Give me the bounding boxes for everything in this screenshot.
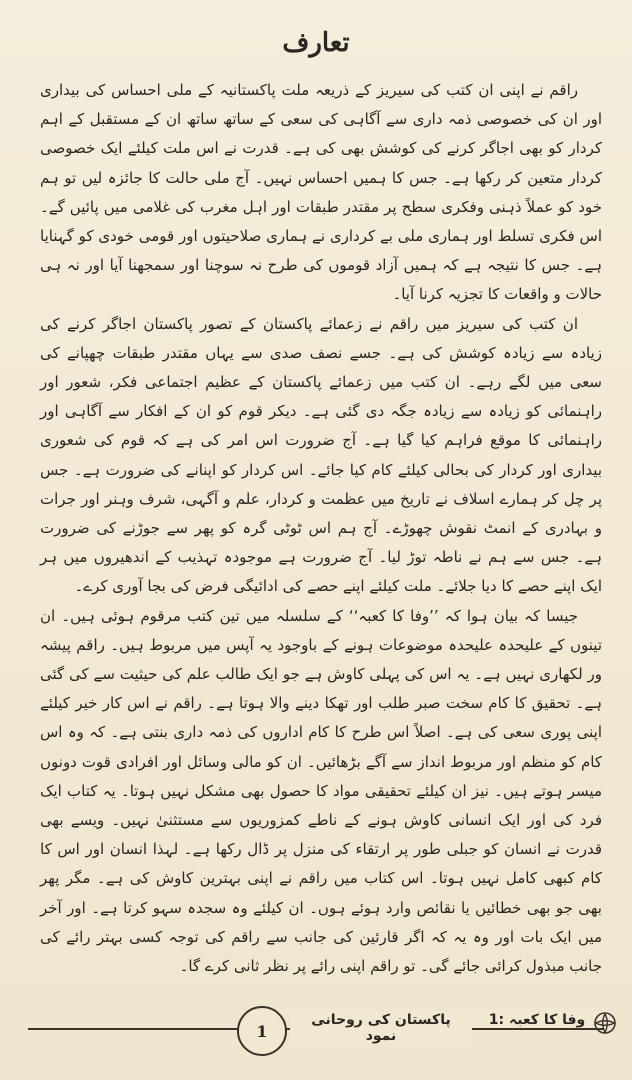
running-title: پاکستان کی روحانی نمود — [290, 1012, 472, 1044]
page-number-badge — [237, 1006, 287, 1056]
paragraph-books: جیسا کہ بیان ہوا کہ ’’وفا کا کعبہ‘‘ کے سلسلہ میں تین کتب مرقوم ہوئی ہیں۔ ان تینوں کے علیحدہ علیحدہ موضوعات ہونے کے باوجود یہ آپس میں مربوط ہیں۔ راقم پیشہ ور لکھاری نہیں ہے۔ یہ اس کی پہلی کاوش ہے جو ایک طالب علم کی حیثیت سے کی گئی ہے۔ تحقیق کا کام سخت صبر طلب اور تھکا دینے والا ہوتا ہے۔ راقم نے اس کار خیر کیلئے اپنی پوری سعی کی ہے۔ اصلاً اس طرح کا کام اداروں کی ذمہ داری بنتی ہے۔ کہ وہ اس کام کو منظم اور مربوط انداز سے آگے بڑھائیں۔ ان کو مالی وسائل اور افرادی قوت دونوں میسر ہوتے ہیں۔ نیز ان کیلئے تحقیقی مواد کا حصول بھی مشکل نہیں ہوتا۔ یہ کتاب ایک فرد کی اور ایک انسانی کاوش ہونے کے ناطے کمزوریوں سے مستثنیٰ نہیں۔ ویسے بھی قدرت نے انسان کو جبلی طور پر ارتقاء کی منزل پر ڈال رکھا ہے۔ لہذا انسان اور اس کا کام کبھی کامل نہیں ہوتا۔ اس کتاب میں راقم نے اپنی بہترین کاوش کی ہے۔ مگر پھر بھی جو بھی خطائیں یا نقائص وارد ہوئے ہوں۔ ان کیلئے وہ سجدہ سہو کرتا ہے۔ اور آخر میں ایک بات اور وہ یہ کہ اگر قارئین کی جانب سے راقم کی توجہ کسی بہتر رائے کی جانب مبذول کرائی جائے گی۔ تو راقم اپنی رائے پر نظر ثانی کرے گا۔ — [40, 606, 602, 976]
series-title: وفا کا کعبہ :1 — [470, 1012, 604, 1028]
paragraph-series: ان کتب کی سیریز میں راقم نے زعمائے پاکستان کے تصور پاکستان اجاگر کرنے کی زیادہ سے زیادہ کوشش کی ہے۔ جسے نصف صدی سے یہاں مقتدر طبقات چھپانے کی سعی میں لگے رہے۔ ان کتب میں زعمائے پاکستان کے عظیم اجتماعی فکر، شعور اور راہنمائی کو زیادہ سے زیادہ جگہ دی گئی ہے۔ دیکر قوم کو ان کے افکار سے آگاہی اور راہنمائی کا موقع فراہم کیا گیا ہے۔ آج ضرورت اس امر کی ہے کہ قوم کی شعوری بیداری اور کردار کی بحالی کیلئے کام کیا جائے۔ اس کردار کو اپنانے کی ضرورت ہے۔ جس پر چل کر ہمارے اسلاف نے تاریخ میں عظمت و کردار، علم و آگہی، شرف وہنر اور جرات و بہادری کے انمٹ نقوش چھوڑے۔ آج ہم اس ٹوٹی گرہ کو پھر سے جوڑنے کی ضرورت ہے۔ جس سے ہم نے ناطہ توڑ لیا۔ آج ضرورت ہے موجودہ تہذیب کے اندھیروں میں ہر ایک اپنے حصے کا دیا جلائے۔ ملت کیلئے اپنے حصے کی ادائیگی فرض کی بجا آوری کرے۔ — [40, 314, 602, 596]
page-number: 1 — [256, 1021, 268, 1041]
body-text — [40, 76, 602, 981]
page-title: تعارف — [282, 28, 350, 58]
page-footer — [0, 1000, 632, 1060]
floral-ornament-icon — [592, 1010, 618, 1036]
paragraph-intro: راقم نے اپنی ان کتب کی سیریز کے ذریعہ ملت پاکستانیہ کے ملی احساس کی بیداری اور ان کی خصوصی ذمہ داری سے آگاہی کی سعی کے ساتھ ساتھ ان کے مستقبل کے اہم کردار کو بھی اجاگر کرنے کی کوشش بھی کی ہے۔ قدرت نے اس ملت کیلئے ایک خصوصی کردار متعین کر رکھا ہے۔ جس کا ہمیں احساس نہیں۔ آج ملی حالت کا جائزہ لیں تو ہم خود کو عملاً ذہنی وفکری سطح پر مقتدر طبقات اور اہل مغرب کی غلامی میں پائیں گے۔ اس فکری تسلط اور ہماری ملی بے کرداری نے ہماری صلاحیتوں اور قومی خودی کو گہنایا ہے۔ جس کا نتیجہ ہے کہ ہمیں آزاد قوموں کی طرح نہ سوچنا اور سمجھنا آیا اور نہ ہی حالات و واقعات کا تجزیہ کرنا آیا۔ — [40, 81, 602, 304]
